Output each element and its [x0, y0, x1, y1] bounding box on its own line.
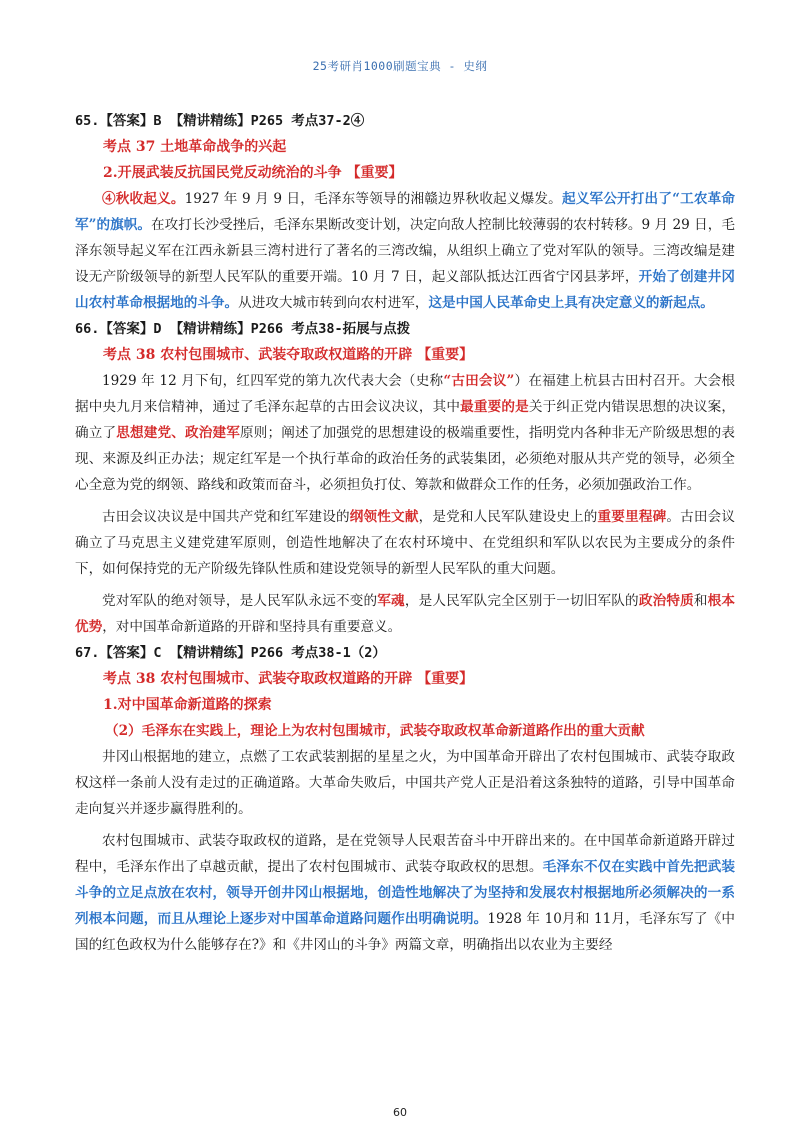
text-run: 在攻打长沙受挫后，毛泽东果断改变计划，决定向敌人控制比较薄弱的农村转移。9 月 29 日，毛泽东领导起义军在江西永新县三湾村进行了著名的三湾改编，从组织上确立了党对军队的领导。三湾改编是建设无产阶级领导的新型人民军队的重要开端。10 月 7 日，起义部队抵达江西省宁冈县茅坪， — [75, 217, 735, 285]
text-run: 党对军队的绝对领导，是人民军队永远不变的 — [102, 593, 378, 609]
highlight-political-trait: 政治特质 — [638, 593, 694, 609]
text-run: ，是人民军队完全区别于一切旧军队的 — [404, 593, 639, 609]
answer-line-67: 67.【答案】C 【精讲精练】P266 考点38-1（2） — [75, 645, 386, 661]
subsubtopic-heading-67: （2）毛泽东在实践上，理论上为农村包围城市，武装夺取政权革命新道路作出的重大贡献 — [105, 723, 645, 739]
highlight-banner: 起义军公开打出了“工农革命军”的旗帜。 — [75, 191, 735, 233]
highlight-program-document: 纲领性文献 — [349, 509, 419, 525]
highlight-milestone: 重要里程碑 — [597, 509, 667, 525]
highlight-new-starting-point: 这是中国人民革命史上具有决定意义的新起点。 — [428, 295, 714, 311]
paragraph-65-1 — [75, 186, 735, 316]
highlight-principle: 思想建党、政治建军 — [116, 425, 241, 441]
paragraph-66-1 — [75, 368, 735, 498]
highlight-jinggangshan: 开始了创建井冈山农村革命根据地的斗争。 — [75, 269, 735, 311]
text-run: 原则；阐述了加强党的思想建设的极端重要性，指明党内各种非无产阶级思想的表现、来源及纠正办法；规定红军是一个执行革命的政治任务的武装集团，必须绝对服从共产党的领导，必须全心全意为党的纲领、路线和政策而奋斗，必须担负打仗、筹款和做群众工作的任务，必须加强政治工作。 — [75, 425, 736, 493]
text-run: ，是党和人民军队建设史上的 — [418, 509, 598, 525]
highlight-fundamental-advantage: 根本优势 — [75, 593, 736, 635]
text-run: ，对中国革命新道路的开辟和坚持具有重要意义。 — [102, 619, 402, 635]
highlight-most-important: 最重要的是 — [460, 399, 529, 415]
text-run: 古田会议决议是中国共产党和红军建设的 — [102, 509, 350, 525]
text-run: ）在福建上杭县古田村召开。大会根据中央九月来信精神，通过了毛泽东起草的古田会议决议，其中 — [75, 373, 736, 415]
topic-heading-67: 考点 38 农村包围城市、武装夺取政权道路的开辟 【重要】 — [103, 671, 474, 687]
topic-heading-65: 考点 37 土地革命战争的兴起 — [103, 139, 287, 155]
text-run: 。古田会议确立了马克思主义建党建军原则，创造性地解决了在农村环境中、在党组织和军队以农民为主要成分的条件下，如何保持党的无产阶级先锋队性质和建设党领导的新型人民军队的重大问题。 — [75, 509, 736, 577]
subtopic-heading-65: 2.开展武装反抗国民党反动统治的斗争 【重要】 — [103, 165, 403, 181]
paragraph-67-1: 井冈山根据地的建立，点燃了工农武装割据的星星之火，为中国革命开辟出了农村包围城市、武装夺取政权这样一条前人没有走过的正确道路。大革命失败后，中国共产党人正是沿着这条独特的道路，引导中国革命走向复兴并逐步赢得胜利的。 — [75, 749, 735, 817]
answer-line-65: 65.【答案】B 【精讲精练】P265 考点37-2④ — [75, 113, 365, 129]
text-run: 1927 年 9 月 9 日，毛泽东等领导的湘赣边界秋收起义爆发。 — [184, 191, 562, 207]
highlight-army-soul: 军魂 — [377, 593, 405, 609]
text-run: 1928 年 10月和 11月，毛泽东写了《中国的红色政权为什么能够存在?》和《井冈山的斗争》两篇文章，明确指出以农业为主要经 — [75, 911, 736, 953]
text-run: 关于纠正党内错误思想的决议案，确立了 — [75, 399, 736, 441]
text-run: 1929 年 12 月下旬，红四军党的第九次代表大会（史称 — [102, 373, 444, 389]
paragraph-67-2 — [75, 828, 735, 958]
text-run: 和 — [693, 593, 708, 609]
paragraph-66-2 — [75, 504, 735, 582]
running-header: 25考研肖1000刷题宝典 - 史纲 — [312, 59, 488, 73]
highlight-qiushou: ④秋收起义。 — [102, 191, 185, 207]
page-content — [75, 108, 735, 958]
text-run: 从进攻大城市转到向农村进军， — [238, 295, 429, 311]
page-number: 60 — [393, 1106, 407, 1119]
highlight-gutian: “古田会议” — [443, 373, 515, 389]
subtopic-heading-67: 1.对中国革命新道路的探索 — [103, 697, 272, 713]
topic-heading-66: 考点 38 农村包围城市、武装夺取政权道路的开辟 【重要】 — [103, 347, 474, 363]
text-run: 农村包围城市、武装夺取政权的道路，是在党领导人民艰苦奋斗中开辟出来的。在中国革命新道路开辟过程中，毛泽东作出了卓越贡献，提出了农村包围城市、武装夺取政权的思想。 — [75, 833, 735, 875]
paragraph-66-3 — [75, 588, 735, 640]
highlight-mao-contribution: 毛泽东不仅在实践中首先把武装斗争的立足点放在农村，领导开创井冈山根据地，创造性地解决了为坚持和发展农村根据地所必须解决的一系列根本问题，而且从理论上逐步对中国革命道路问题作出明确说明。 — [75, 859, 736, 927]
answer-line-66: 66.【答案】D 【精讲精练】P266 考点38-拓展与点拨 — [75, 321, 411, 337]
